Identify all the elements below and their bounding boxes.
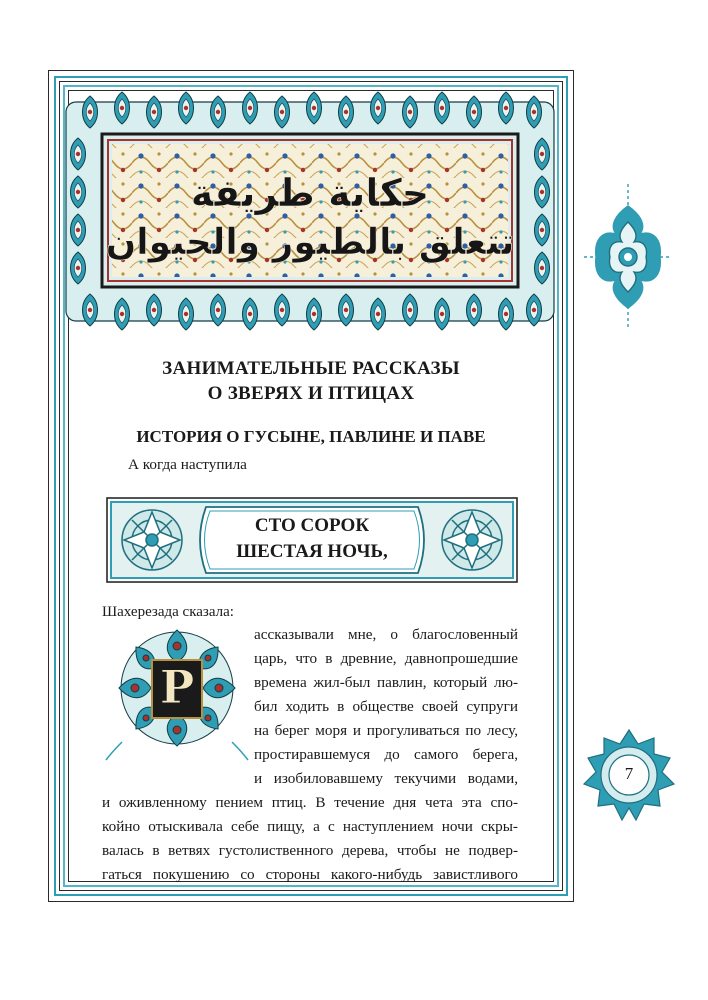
body-line: валась в ветвях густолиственного дерева, чтобы не подвер- [102,842,518,859]
body-line: ассказывали мне, о благословенный [254,626,518,643]
night-banner [106,497,518,583]
arabic-calligraphy-line-2: تتعلق بالطيور والحيوان [105,222,515,263]
body-line: гаться покушению со стороны какого-нибудь завистливого [102,866,518,883]
page-number: 7 [624,764,634,783]
page-number-medallion [582,728,676,824]
drop-cap-letter: Р [159,660,195,714]
margin-ornament [582,182,674,332]
night-title-line-2: ШЕСТАЯ НОЧЬ, [236,541,388,562]
lead-in-text: А когда наступила [128,456,247,473]
body-line: времена жил-был павлин, который лю- [254,674,518,691]
body-line: и оживленному пением птиц. В течение дня чета эта спо- [102,794,518,811]
arabic-calligraphy-line-1: حكاية طريفة [190,171,430,215]
night-title-line-1: СТО СОРОК [254,515,370,536]
story-title: ИСТОРИЯ О ГУСЫНЕ, ПАВЛИНЕ И ПАВЕ [136,427,486,446]
chapter-title-line-1: ЗАНИМАТЕЛЬНЫЕ РАССКАЗЫ [162,358,460,379]
drop-cap-ornament [102,624,252,764]
margin-ornament-icon [582,182,674,332]
night-title [206,513,418,565]
speaker-line: Шахерезада сказала: [102,604,234,620]
chapter-title-line-2: О ЗВЕРЯХ И ПТИЦАХ [207,383,415,404]
body-line: и изобиловавшему текучими водами, [254,770,518,787]
chapter-title [70,356,552,406]
body-line: бил ходить в обществе своей супруги [254,698,518,715]
illuminated-header [60,88,560,333]
illuminated-header-ornament [60,88,560,333]
body-line: простиравшемуся до самого берега, [254,746,518,763]
body-line: царь, что в древние, давнопрошедшие [254,650,518,667]
body-line: на берег моря и прогуливаться по лесу, [254,722,518,739]
body-line: койно отыскивала себе пищу, а с наступлением ночи скры- [102,818,518,835]
